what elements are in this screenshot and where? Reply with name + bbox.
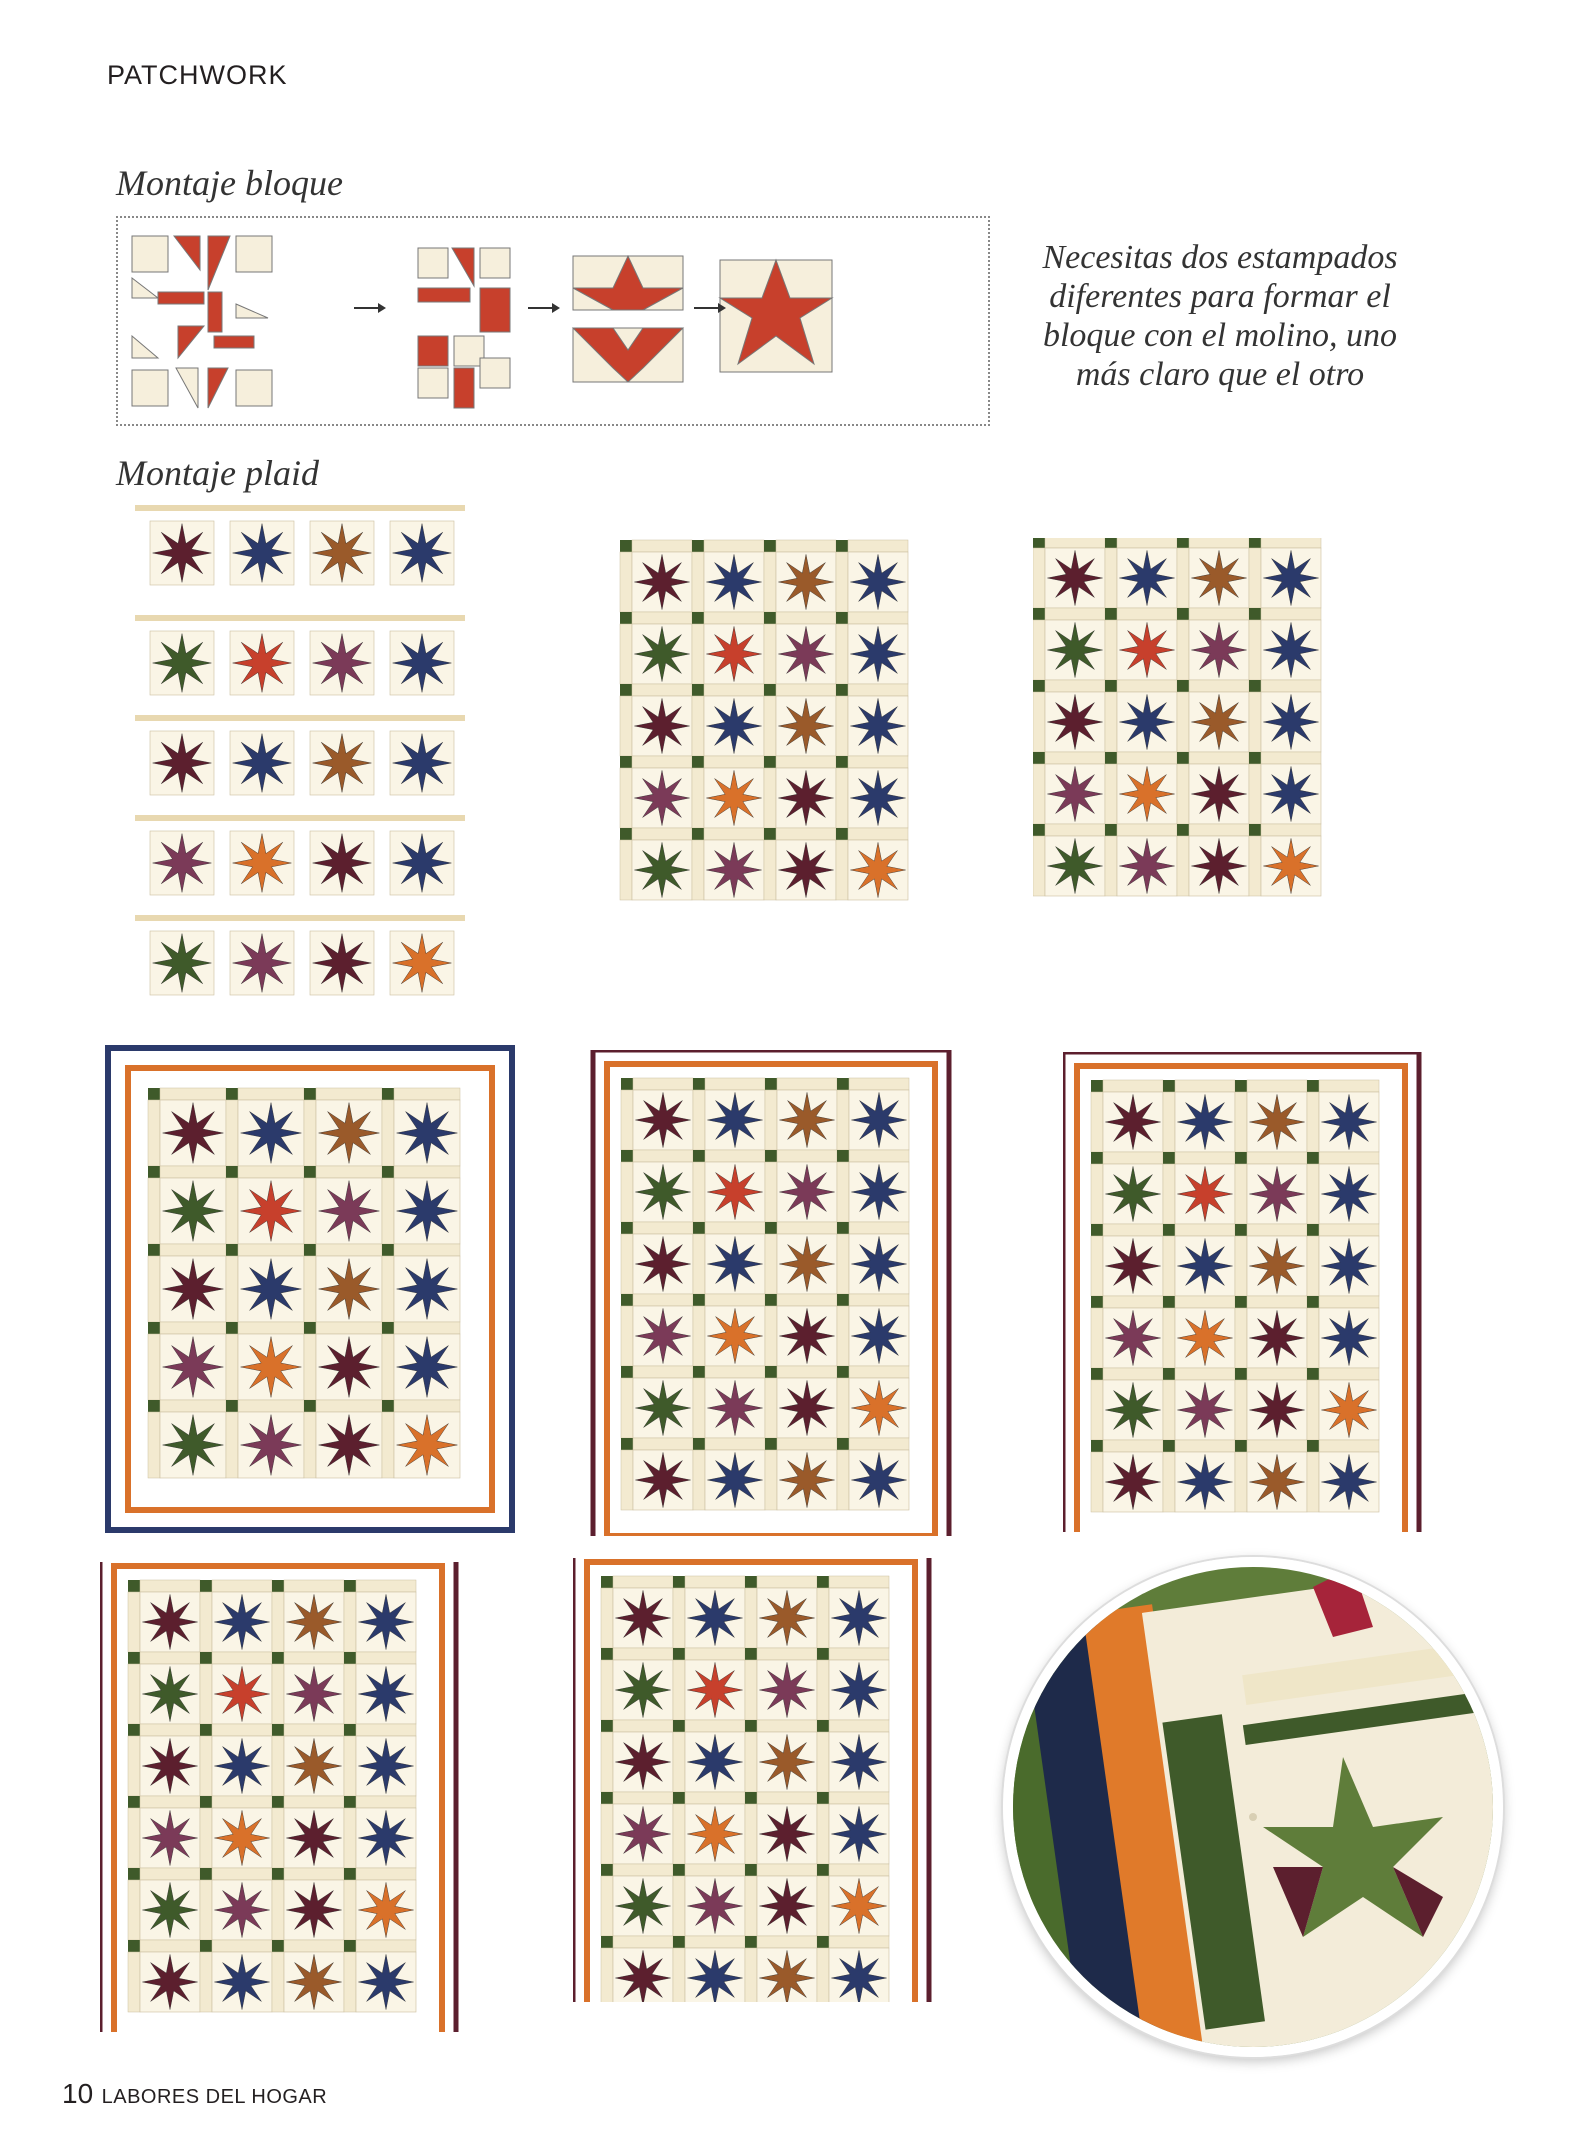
page-number: 10 (62, 2078, 94, 2109)
quilt-stage-borders-2 (583, 1050, 993, 1536)
quilt-stage-final-1 (100, 1562, 480, 2032)
callout-line: Necesitas dos estampados (1042, 239, 1398, 276)
quilt-stage-borders-1 (100, 1040, 518, 1540)
quilt-stage-center-assembled (1033, 538, 1345, 934)
callout-line: más claro que el otro (1075, 356, 1365, 393)
quilt-stage-borders-3 (1063, 1052, 1451, 1532)
page-footer (62, 2078, 327, 2110)
quilt-stage-final-2 (573, 1558, 959, 2002)
callout-line: diferentes para formar el (1049, 278, 1391, 315)
arrow-right-icon (528, 303, 560, 313)
quilt-detail-photo (1003, 1557, 1503, 2057)
plaid-assembly-title: Montaje plaid (116, 453, 319, 493)
block-steps-svg (118, 218, 988, 424)
quilt-stage-rows-joining (618, 522, 934, 986)
block-assembly-diagram (116, 216, 990, 426)
arrow-right-icon (354, 303, 386, 313)
callout-line: bloque con el molino, uno (1042, 317, 1398, 354)
section-tag: PATCHWORK (107, 60, 288, 90)
quilt-stage-rows-separate (130, 505, 470, 1015)
callout-text (1010, 238, 1430, 394)
quilt-detail-illustration (1013, 1567, 1493, 2047)
magazine-name: LABORES DEL HOGAR (101, 2086, 328, 2108)
block-assembly-title: Montaje bloque (116, 163, 343, 203)
